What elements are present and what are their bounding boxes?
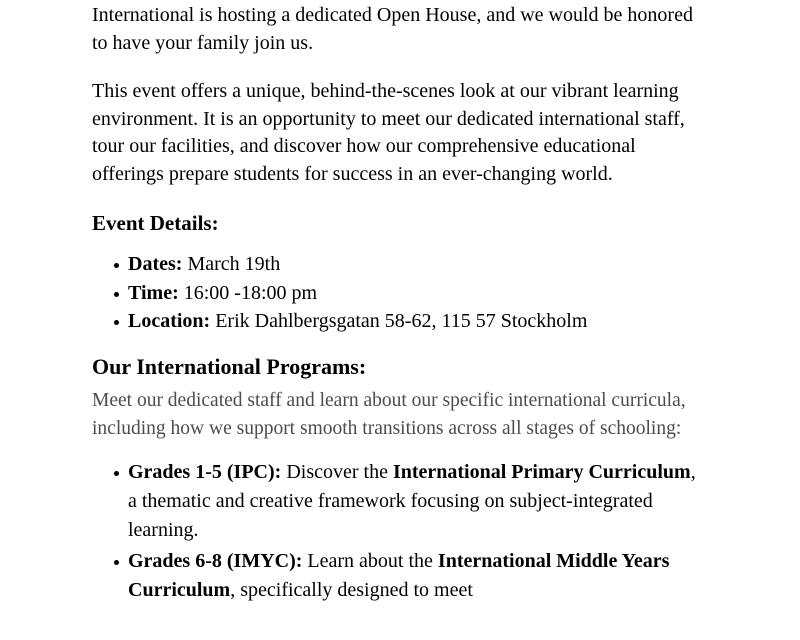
list-item xyxy=(128,280,700,308)
programs-list xyxy=(92,458,700,605)
programs-heading: Our International Programs: xyxy=(92,353,367,379)
program-text-before-ipc: Discover the xyxy=(281,460,393,483)
event-detail-label-dates: Dates: xyxy=(128,253,183,275)
program-text-after-ipc: , a thematic and creative framework focusing on subject-integrated learning. xyxy=(128,460,696,541)
paragraph-event-description: This event offers a unique, behind-the-scenes look at our vibrant learning environment. It is an opportunity to meet our dedicated international staff, tour our facilities, and discover how our comprehensive educational offerings prepare students for success in an ever-changing world. xyxy=(92,80,685,185)
program-text-before-imyc: Learn about the xyxy=(302,549,438,572)
program-text-after-imyc: , specifically designed to meet xyxy=(230,578,473,601)
paragraph-intro: International is hosting a dedicated Open House, and we would be honored to have your family join us. xyxy=(92,4,693,54)
event-detail-label-time: Time: xyxy=(128,281,179,304)
programs-intro: Meet our dedicated staff and learn about our specific international curricula, including how we support smooth transitions across all stages of schooling: xyxy=(92,389,686,439)
event-details-heading: Event Details: xyxy=(92,211,219,235)
event-detail-value-dates: March 19th xyxy=(187,253,281,275)
program-label-ipc: Grades 1-5 (IPC): xyxy=(128,460,282,483)
list-item xyxy=(128,251,700,279)
list-item xyxy=(128,547,700,605)
program-emphasis-ipc: International Primary Curriculum xyxy=(392,460,691,483)
program-label-imyc: Grades 6-8 (IMYC): xyxy=(128,549,303,572)
event-details-list xyxy=(92,251,700,336)
list-item xyxy=(128,308,700,336)
program-emphasis-imyc: International Middle Years Curriculum xyxy=(128,549,670,601)
event-detail-value-location: Erik Dahlbergsgatan 58-62, 115 57 Stockholm xyxy=(215,310,588,332)
list-item xyxy=(128,458,700,545)
event-detail-label-location: Location: xyxy=(128,310,211,332)
event-detail-value-time: 16:00 -18:00 pm xyxy=(183,281,318,304)
